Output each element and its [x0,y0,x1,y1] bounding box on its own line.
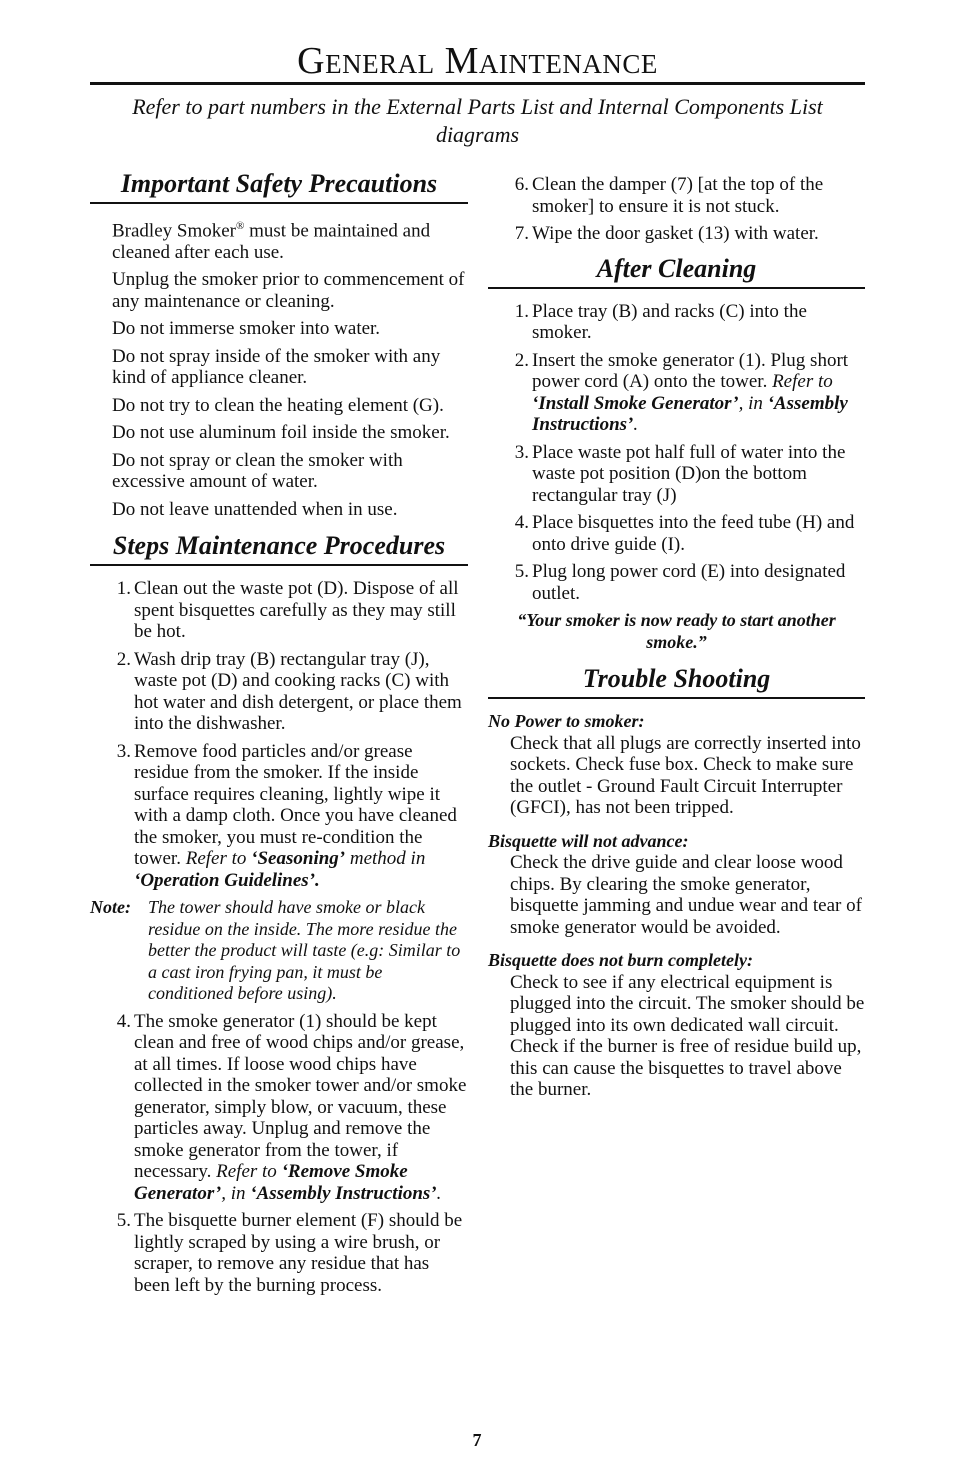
step-text: The smoke generator (1) should be kept clean and free of wood chips and/or grease, at all times. If loose wood chips have collected in the smoker tower and/or smoke generator, simply blow, or vacuum, these particles away. Unplug and remove the smoke generator from the tower, if necessary. [134,1010,467,1183]
step-item [90,741,468,892]
step-number: 5. [116,1210,131,1232]
after-item [488,350,865,436]
safety-item: Unplug the smoker prior to commencement of any maintenance or cleaning. [112,269,465,312]
steps-list-continued [488,174,865,245]
cross-reference-target: ‘Assembly Instructions’ [532,392,848,435]
step-number: 1. [116,578,131,600]
step-number: 6. [514,174,529,195]
after-item [488,442,865,507]
cross-reference: Refer to [772,371,833,392]
title-rule [90,82,865,85]
safety-item: Do not spray or clean the smoker with excessive amount of water. [112,449,403,493]
step-text: Clean the damper (7) [at the top of the smoker] to ensure it is not stuck. [532,174,824,217]
cross-reference-target: ‘Seasoning’ [251,848,346,870]
page-number: 7 [472,1430,482,1450]
cross-reference-target: ‘Install Smoke Generator’ [532,392,739,414]
cross-reference: . [436,1182,442,1204]
cross-reference-target: ‘Assembly Instructions’ [250,1182,437,1204]
step-number: 3. [116,740,131,762]
safety-item: Do not spray inside of the smoker with any kind of appliance cleaner. [112,345,441,389]
trouble-text: Check the drive guide and clear loose wood chips. By clearing the smoke generator, bisquette jamming and undue wear and tear of smoke generator would be avoided. [510,852,862,938]
steps-list [90,1011,468,1297]
ready-quote: “Your smoker is now ready to start another smoke.” [517,610,836,652]
step-item [90,578,468,643]
right-column [488,174,865,1113]
step-text: Clean out the waste pot (D). Dispose of all spent bisquettes carefully as they may still be hot. [134,578,459,643]
step-number: 2. [514,349,529,371]
step-number: 5. [514,561,529,582]
cross-reference: , in [738,392,763,414]
cross-reference: . [633,414,639,435]
step-number: 7. [514,223,529,244]
page-subtitle: Refer to part numbers in the External Parts List and Internal Components List diagrams [132,94,823,147]
safety-item: Do not use aluminum foil inside the smoker. [112,422,450,444]
note-text: The tower should have smoke or black residue on the inside. The more residue the better the product will taste (e.g: Similar to a cast iron frying pan, it must be conditioned before using). [148,897,461,1004]
safety-item-text: Bradley Smoker [112,220,237,242]
trouble-heading: No Power to smoker: [488,711,645,731]
trouble-text: Check to see if any electrical equipment is plugged into the circuit. The smoker should be plugged into its own dedicated wall circuit. Check if the burner is free of residue build up, this can cause the bisquettes to travel above the burner. [510,971,865,1100]
step-number: 4. [116,1010,131,1032]
after-cleaning-heading: After Cleaning [488,253,865,289]
trouble-heading: Bisquette will not advance: [488,830,689,851]
cross-reference-target: ‘Remove Smoke Generator’ [134,1161,408,1204]
step-text: Place bisquettes into the feed tube (H) and onto drive guide (I). [532,512,855,555]
cross-reference: , in [221,1182,246,1204]
step-text: Insert the smoke generator (1). Plug short power cord (A) onto the tower. [532,349,849,392]
step-body [134,741,468,892]
safety-item: Do not try to clean the heating element (G). [112,394,444,416]
after-item [488,301,865,344]
step-text: Plug long power cord (E) into designated outlet. [532,561,846,604]
step-body [532,350,865,436]
cross-reference: method in [349,848,426,870]
safety-item-text: must be maintained and cleaned after each use. [112,220,431,263]
step-item [488,174,865,217]
note-block [90,897,468,1005]
safety-item [112,216,468,263]
step-item [90,1011,468,1205]
step-text: The bisquette burner element (F) should be lightly scraped by using a wire brush, or scraper, to remove any residue that has been left by the burning process. [134,1210,463,1296]
trouble-shooting-heading: Trouble Shooting [488,663,865,699]
step-text: Wash drip tray (B) rectangular tray (J), waste pot (D) and cooking racks (C) with hot water and dish detergent, or place them into the dishwasher. [134,648,462,735]
step-text: Place waste pot half full of water into the waste pot position (D)on the bottom rectangular tray (J) [532,441,846,506]
cross-reference: Refer to [216,1161,277,1183]
step-item [488,223,865,245]
safety-item: Do not leave unattended when in use. [112,498,398,520]
trouble-heading: Bisquette does not burn completely: [488,950,753,970]
left-column [90,168,468,1302]
trouble-text: Check that all plugs are correctly inserted into sockets. Check fuse box. Check to make sure the outlet - Ground Fault Circuit Interrupter (GFCI), has not been tripped. [510,732,861,818]
step-text: Remove food particles and/or grease residue from the smoker. If the inside surface requires cleaning, lightly wipe it with a damp cloth. Once you have cleaned the smoker, you must re-condition the tower. [134,740,457,870]
safety-item: Do not immerse smoker into water. [112,318,381,340]
step-number: 4. [514,512,529,533]
step-item [90,1210,468,1296]
steps-list [90,578,468,891]
note-label: Note: [90,897,131,918]
step-text: Place tray (B) and racks (C) into the smoker. [532,300,807,343]
step-text: Wipe the door gasket (13) with water. [532,223,819,244]
registered-mark: ® [236,220,245,232]
step-number: 3. [514,441,529,463]
after-item [488,561,865,604]
step-number: 2. [116,648,131,670]
cross-reference: Refer to [185,848,247,870]
after-cleaning-list [488,301,865,605]
step-body [134,1011,468,1205]
after-item [488,512,865,555]
safety-heading: Important Safety Precautions [90,168,468,204]
step-item [90,649,468,735]
steps-heading: Steps Maintenance Procedures [90,530,468,566]
step-number: 1. [514,300,529,322]
cross-reference-target: ‘Operation Guidelines’. [134,869,320,891]
page-title: General Maintenance [297,40,658,82]
